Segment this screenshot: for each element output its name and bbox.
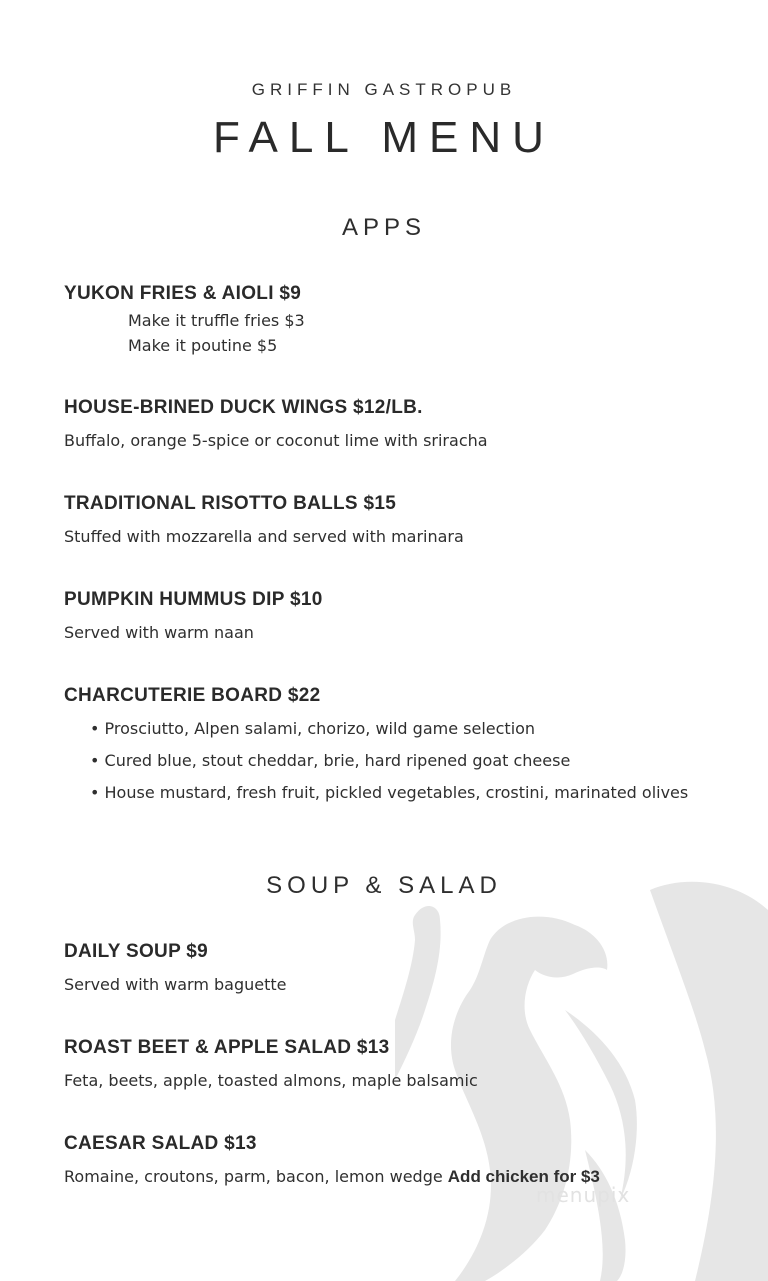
item-beet-apple-salad: ROAST BEET & APPLE SALAD $13	[64, 1037, 390, 1058]
item-pumpkin-hummus: PUMPKIN HUMMUS DIP $10	[64, 589, 323, 610]
desc-risotto-balls: Stuffed with mozzarella and served with marinara	[64, 527, 464, 546]
caesar-desc-text: Romaine, croutons, parm, bacon, lemon wedge	[64, 1167, 448, 1186]
item-daily-soup: DAILY SOUP $9	[64, 941, 209, 962]
desc-duck-wings: Buffalo, orange 5-spice or coconut lime with sriracha	[64, 431, 488, 450]
desc-pumpkin-hummus: Served with warm naan	[64, 623, 254, 642]
charcuterie-bullet: • Cured blue, stout cheddar, brie, hard ripened goat cheese	[90, 751, 571, 770]
option-truffle-fries: Make it truffle fries $3	[128, 311, 305, 330]
menu-title: FALL MENU	[213, 113, 555, 162]
item-charcuterie: CHARCUTERIE BOARD $22	[64, 685, 321, 706]
charcuterie-bullet: • Prosciutto, Alpen salami, chorizo, wild game selection	[90, 719, 536, 738]
desc-beet-apple-salad: Feta, beets, apple, toasted almons, maple balsamic	[64, 1071, 478, 1090]
caesar-addon: Add chicken for $3	[447, 1167, 600, 1186]
watermark: menupix	[536, 1183, 631, 1207]
pub-name: GRIFFIN GASTROPUB	[251, 80, 517, 99]
desc-daily-soup: Served with warm baguette	[64, 975, 287, 994]
item-yukon-fries: YUKON FRIES & AIOLI $9	[64, 283, 302, 304]
section-title-apps: APPS	[341, 214, 427, 241]
item-duck-wings: HOUSE-BRINED DUCK WINGS $12/LB.	[64, 397, 423, 418]
option-poutine: Make it poutine $5	[128, 336, 278, 355]
item-risotto-balls: TRADITIONAL RISOTTO BALLS $15	[64, 493, 397, 514]
charcuterie-bullet: • House mustard, fresh fruit, pickled vegetables, crostini, marinated olives	[90, 783, 689, 802]
desc-caesar-salad	[64, 1167, 600, 1187]
item-caesar-salad: CAESAR SALAD $13	[64, 1133, 257, 1154]
section-title-soup-salad: SOUP & SALAD	[266, 872, 502, 899]
